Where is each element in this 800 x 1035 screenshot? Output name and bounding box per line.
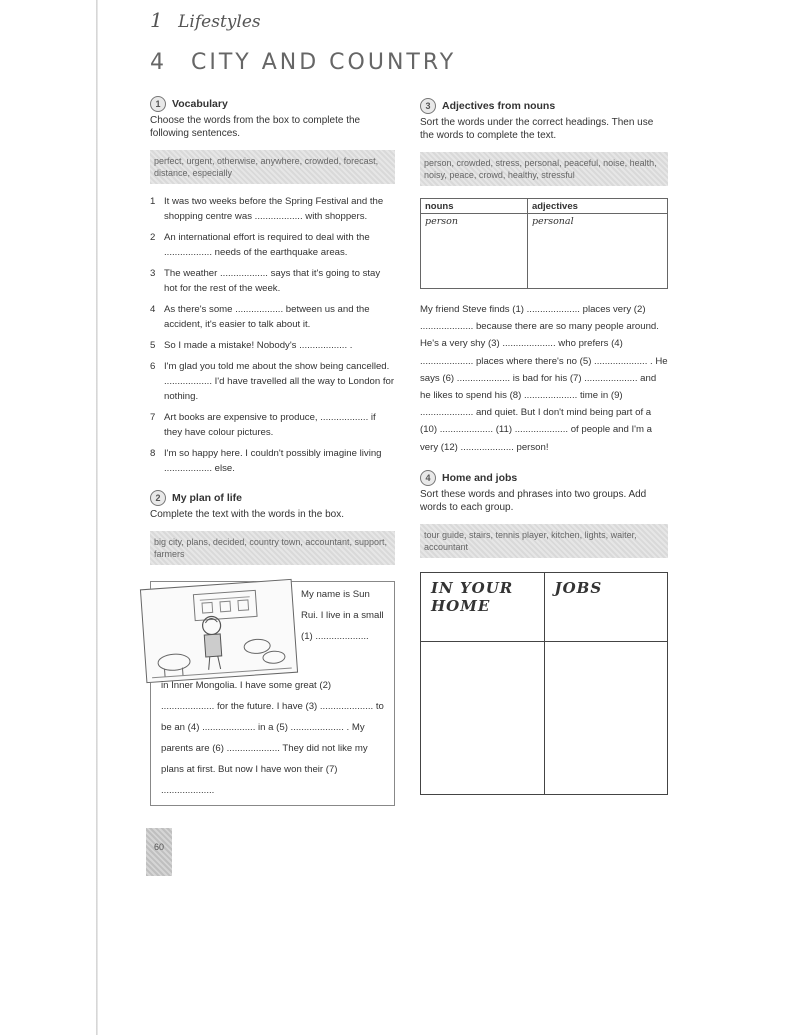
adjectives-word-box: person, crowded, stress, personal, peaceful, noise, health, noisy, peace, crowd, healthy, stressful (420, 152, 668, 186)
home-jobs-table (420, 572, 668, 795)
vocabulary-section (150, 96, 395, 476)
table-header-adjectives: adjectives (527, 199, 667, 214)
table-header-nouns: nouns (421, 199, 528, 214)
vocabulary-word-box: perfect, urgent, otherwise, anywhere, crowded, forecast, distance, especially (150, 150, 395, 184)
section-number-badge: 3 (420, 98, 436, 114)
vocabulary-items (150, 194, 395, 476)
nouns-cell: person (421, 214, 528, 289)
exercise-item: 4 As there's some .................. between us and the accident, it's easier to talk about it. (150, 304, 370, 330)
plan-of-life-heading (150, 490, 395, 506)
home-jobs-word-box: tour guide, stairs, tennis player, kitchen, lights, waiter, accountant (420, 524, 668, 558)
unit-number: 4 (150, 50, 167, 75)
plan-of-life-word-box: big city, plans, decided, country town, accountant, support, farmers (150, 531, 395, 565)
home-answer-cell[interactable] (421, 641, 545, 794)
plan-of-life-section (150, 490, 395, 806)
page-number: 60 (146, 828, 172, 876)
jobs-header: JOBS (544, 572, 668, 641)
home-jobs-instruction: Sort these words and phrases into two groups. Add words to each group. (420, 488, 647, 513)
section-number-badge: 4 (420, 470, 436, 486)
in-your-home-header: IN YOUR HOME (421, 572, 545, 641)
adjectives-heading (420, 98, 668, 114)
adjectives-instruction: Sort the words under the correct headings. Then use the words to complete the text. (420, 117, 654, 141)
section-title: Vocabulary (172, 98, 228, 110)
nouns-adjectives-table (420, 198, 668, 289)
plan-of-life-instruction: Complete the text with the words in the box. (150, 509, 344, 520)
adjectives-section (420, 98, 668, 456)
adjectives-cell: personal (527, 214, 667, 289)
section-title: My plan of life (172, 492, 243, 504)
jobs-answer-cell[interactable] (544, 641, 668, 794)
right-column (420, 98, 668, 795)
farm-sketch-image (141, 580, 297, 682)
left-column (150, 96, 395, 806)
steve-gap-fill-text: My friend Steve finds (1) .................... places very (2) .................... because there are so many people around. He's a very shy (3) .................... who prefers (4) .................... places where there's no (5) .................... . He says (6) .................... is bad for his (7) .................... and he likes to spend his (8) .................... time in (9) .................... and quiet. But I don't mind being part of a (10) .................... (11) .................... of people and I'm a very (12) .................... person! (420, 304, 668, 453)
home-jobs-heading (420, 470, 668, 486)
child-drawing-illustration (140, 579, 298, 683)
vocabulary-heading (150, 96, 395, 112)
chapter-number: 1 (150, 8, 163, 32)
exercise-item: 3 The weather .................. says that it's going to stay hot for the rest of the week. (150, 268, 381, 294)
exercise-item: 7 Art books are expensive to produce, .................. if they have colour pictures. (150, 412, 376, 438)
unit-title-text: CITY AND COUNTRY (191, 50, 457, 75)
exercise-item: 6 I'm glad you told me about the show being cancelled. .................. I'd have travelled all the way to London for nothing. (150, 361, 395, 402)
home-jobs-section (420, 470, 668, 795)
vocabulary-instruction: Choose the words from the box to complete the following sentences. (150, 115, 361, 139)
exercise-item: 8 I'm so happy here. I couldn't possibly imagine living .................. else. (150, 448, 382, 474)
exercise-item: 1 It was two weeks before the Spring Festival and the shopping centre was .................. with shoppers. (150, 196, 384, 222)
exercise-item: 5 So I made a mistake! Nobody's .................. . (150, 340, 353, 351)
section-number-badge: 2 (150, 490, 166, 506)
plan-text-beside-image: My name is Sun Rui. I live in a small (1) .................... (301, 589, 384, 642)
chapter-header (150, 8, 261, 32)
unit-title (150, 50, 456, 75)
plan-of-life-text-frame (150, 581, 395, 806)
exercise-item: 2 An international effort is required to deal with the .................. needs of the earthquake areas. (150, 232, 370, 258)
section-title: Home and jobs (442, 471, 518, 484)
page-binding-edge (96, 0, 98, 1035)
plan-text-main: in Inner Mongolia. I have some great (2) .................... for the future. I have (3) .................... to be an (4) .................... in a (5) .................... . My parents are (6) .................... They did not like my plans at first. But now I have won their (7) .................... (161, 680, 384, 796)
section-title: Adjectives from nouns (442, 100, 556, 112)
section-number-badge: 1 (150, 96, 166, 112)
chapter-title: Lifestyles (178, 12, 261, 32)
